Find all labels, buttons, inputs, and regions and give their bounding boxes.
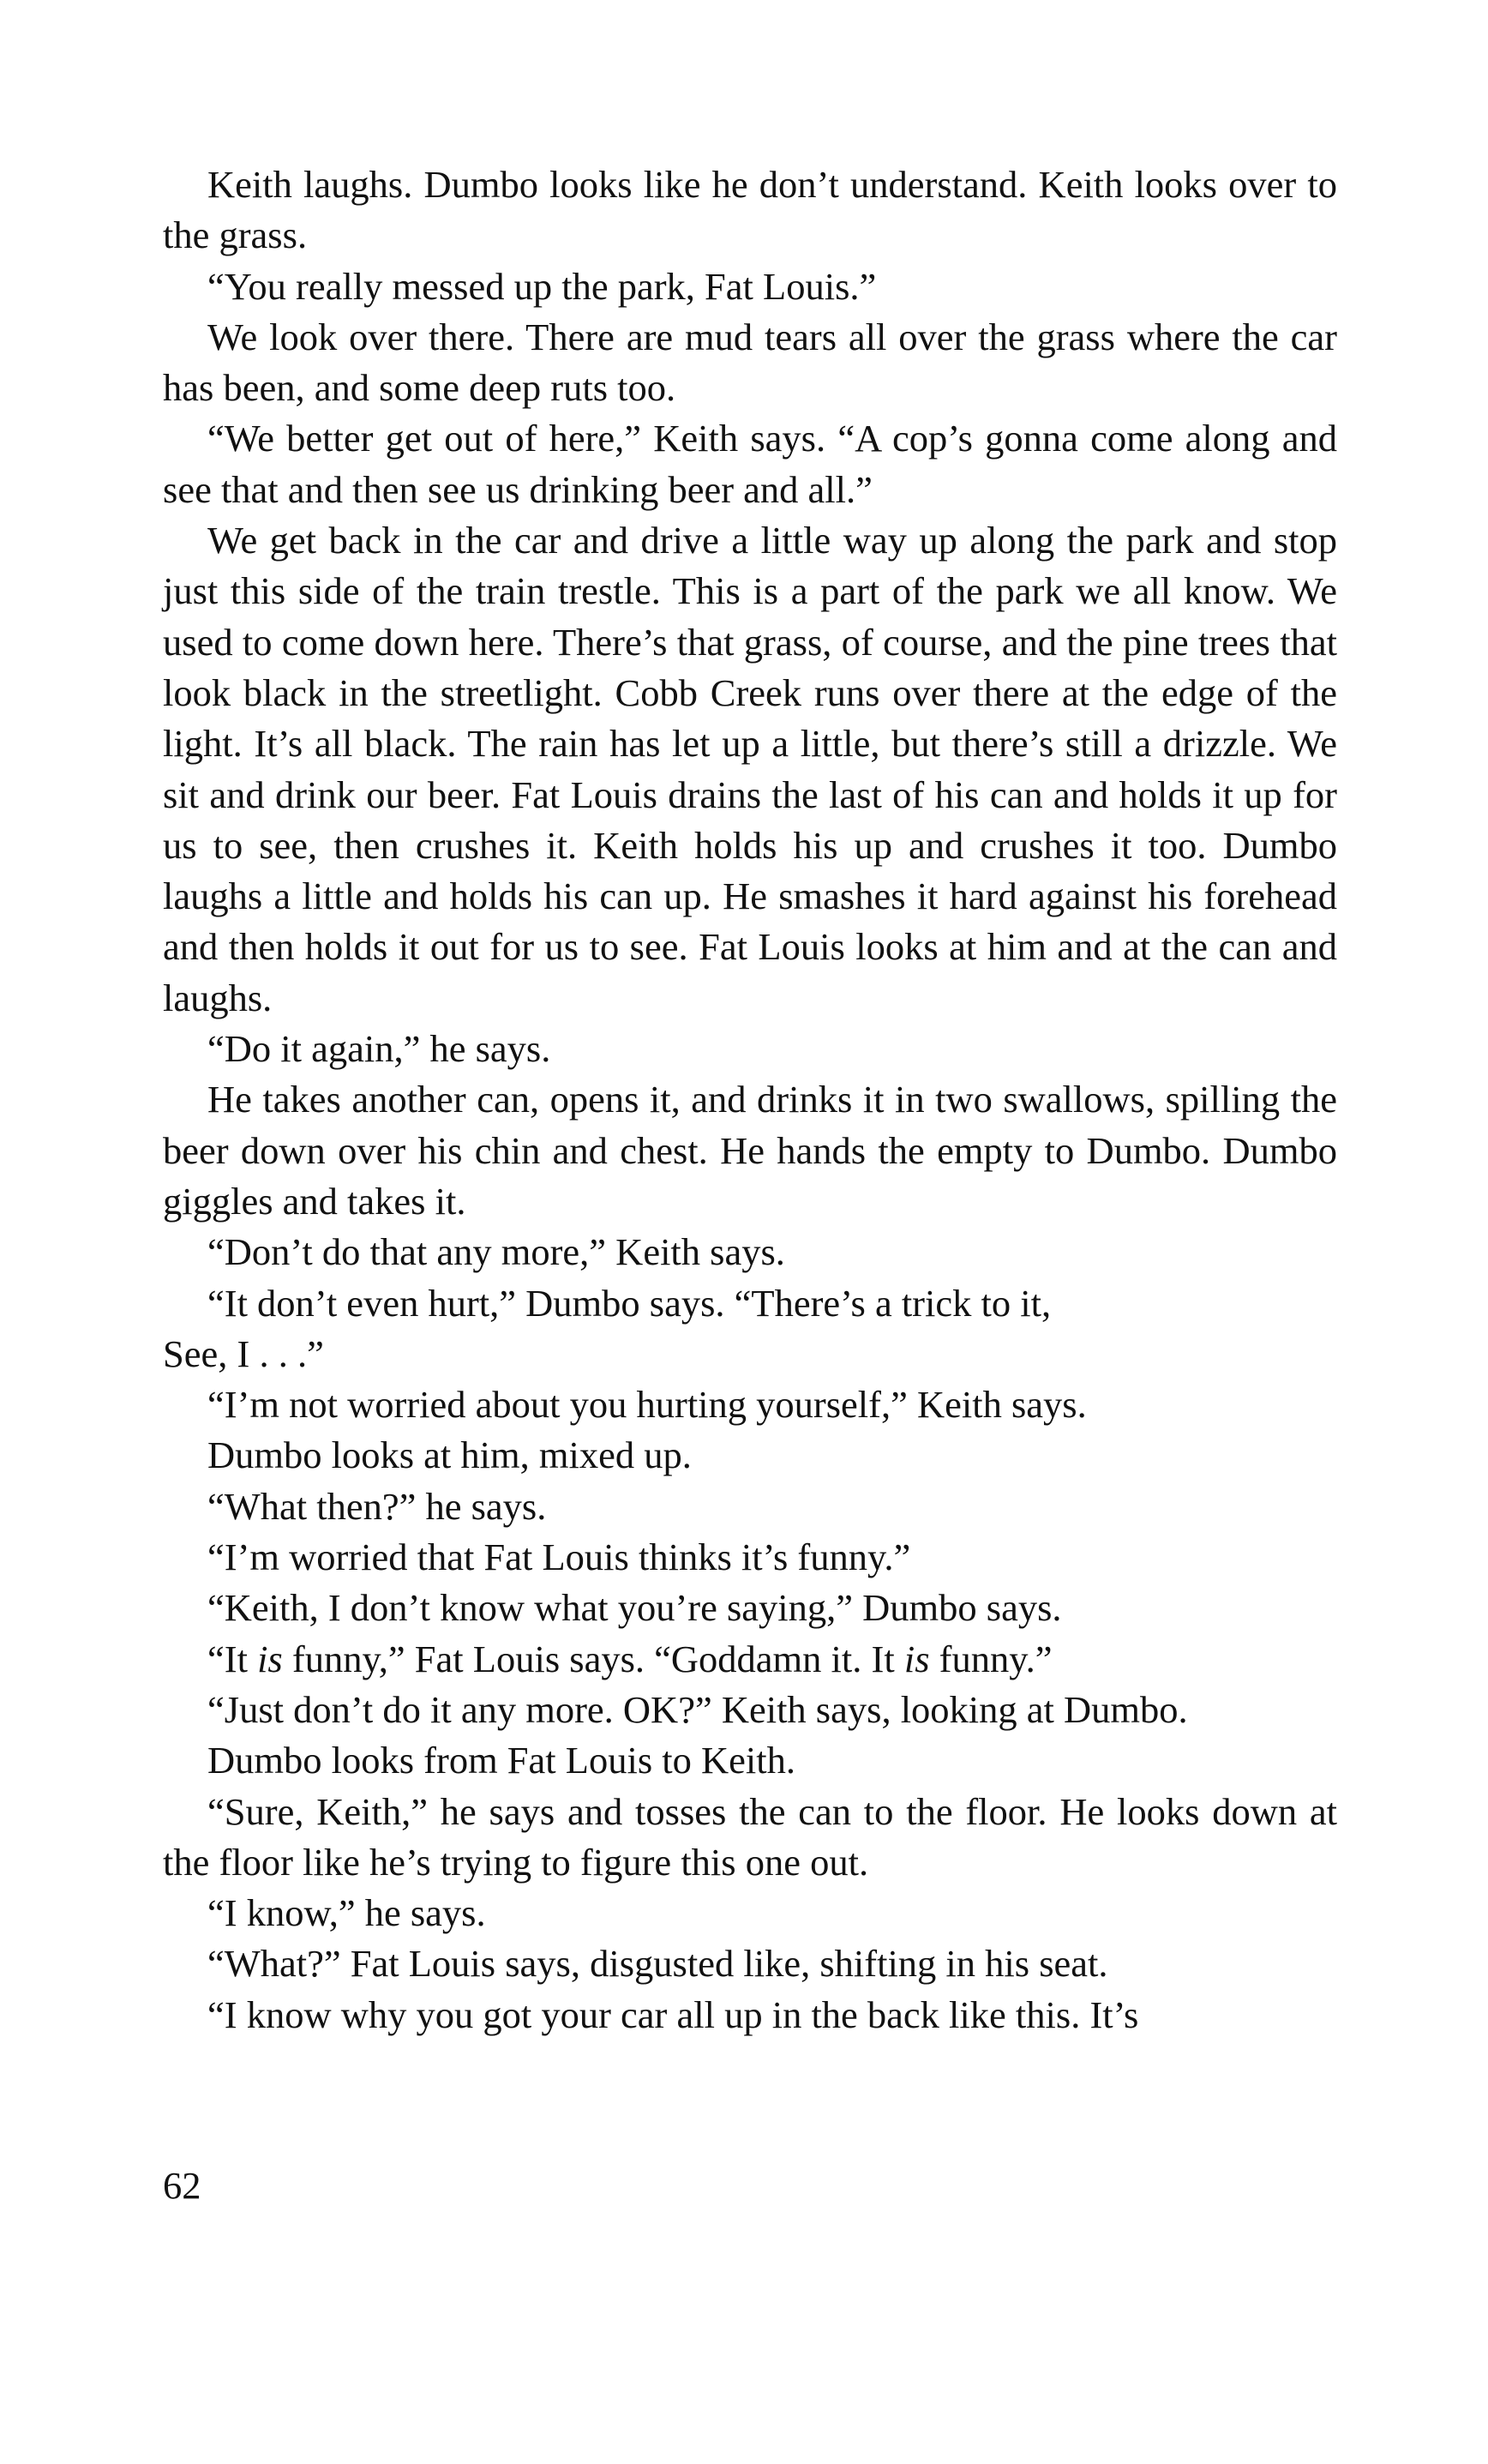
paragraph: “You really messed up the park, Fat Louis.” xyxy=(207,264,877,308)
paragraph: He takes another can, opens it, and drinks it in two swallows, spilling the beer down over his chin and chest. He hands the empty to Dumbo. Dumbo giggles and takes it. xyxy=(163,1078,1337,1223)
paragraph: Dumbo looks from Fat Louis to Keith. xyxy=(207,1739,796,1782)
paragraph: See, I . . .” xyxy=(163,1331,324,1375)
paragraph: “I’m not worried about you hurting yourself,” Keith says. xyxy=(207,1383,1087,1427)
paragraph: “We better get out of here,” Keith says. “A cop’s gonna come along and see that and then see us drinking beer and all.” xyxy=(163,417,1337,511)
paragraph: Keith laughs. Dumbo looks like he don’t understand. Keith looks over to the grass. xyxy=(163,163,1337,257)
paragraph: “What?” Fat Louis says, disgusted like, shifting in his seat. xyxy=(207,1942,1108,1986)
paragraph: “It don’t even hurt,” Dumbo says. “There’s a trick to it, xyxy=(207,1281,1052,1325)
page-number: 62 xyxy=(163,2164,201,2207)
text-run: “It xyxy=(207,1637,258,1680)
paragraph: We look over there. There are mud tears all over the grass where the car has been, and some deep ruts too. xyxy=(163,315,1337,410)
paragraph: “I know,” he says. xyxy=(207,1891,486,1935)
text-run: funny,” Fat Louis says. “Goddamn it. It xyxy=(282,1637,904,1680)
emphasis: is xyxy=(257,1637,283,1680)
text-run: funny.” xyxy=(929,1637,1053,1680)
paragraph: “Keith, I don’t know what you’re saying,” Dumbo says. xyxy=(207,1586,1062,1630)
paragraph: “I know why you got your car all up in the back like this. It’s xyxy=(207,1992,1139,2036)
paragraph-with-emphasis xyxy=(163,1634,1337,1685)
paragraph: “Do it again,” he says. xyxy=(207,1027,551,1071)
paragraph: We get back in the car and drive a little way up along the park and stop just this side of the train trestle. This is a part of the park we all know. We used to come down here. There’s that grass, of course, and the pine trees that look black in the streetlight. Cobb Creek runs over there at the edge of the light. It’s all black. The rain has let up a little, but there’s still a drizzle. We sit and drink our beer. Fat Louis drains the last of his can and holds it up for us to see, then crushes it. Keith holds his up and crushes it too. Dumbo laughs a little and holds his can up. He smashes it hard against his forehead and then holds it out for us to see. Fat Louis looks at him and at the can and laughs. xyxy=(163,519,1337,1019)
body-text xyxy=(163,159,1337,2040)
paragraph: “Sure, Keith,” he says and tosses the can to the floor. He looks down at the floor like he’s trying to figure this one out. xyxy=(163,1789,1337,1884)
paragraph: “What then?” he says. xyxy=(207,1484,547,1528)
emphasis: is xyxy=(903,1637,930,1680)
paragraph: “I’m worried that Fat Louis thinks it’s funny.” xyxy=(207,1535,911,1579)
paragraph: Dumbo looks at him, mixed up. xyxy=(207,1433,692,1477)
paragraph: “Don’t do that any more,” Keith says. xyxy=(207,1230,785,1274)
paragraph: “Just don’t do it any more. OK?” Keith says, looking at Dumbo. xyxy=(207,1687,1188,1731)
